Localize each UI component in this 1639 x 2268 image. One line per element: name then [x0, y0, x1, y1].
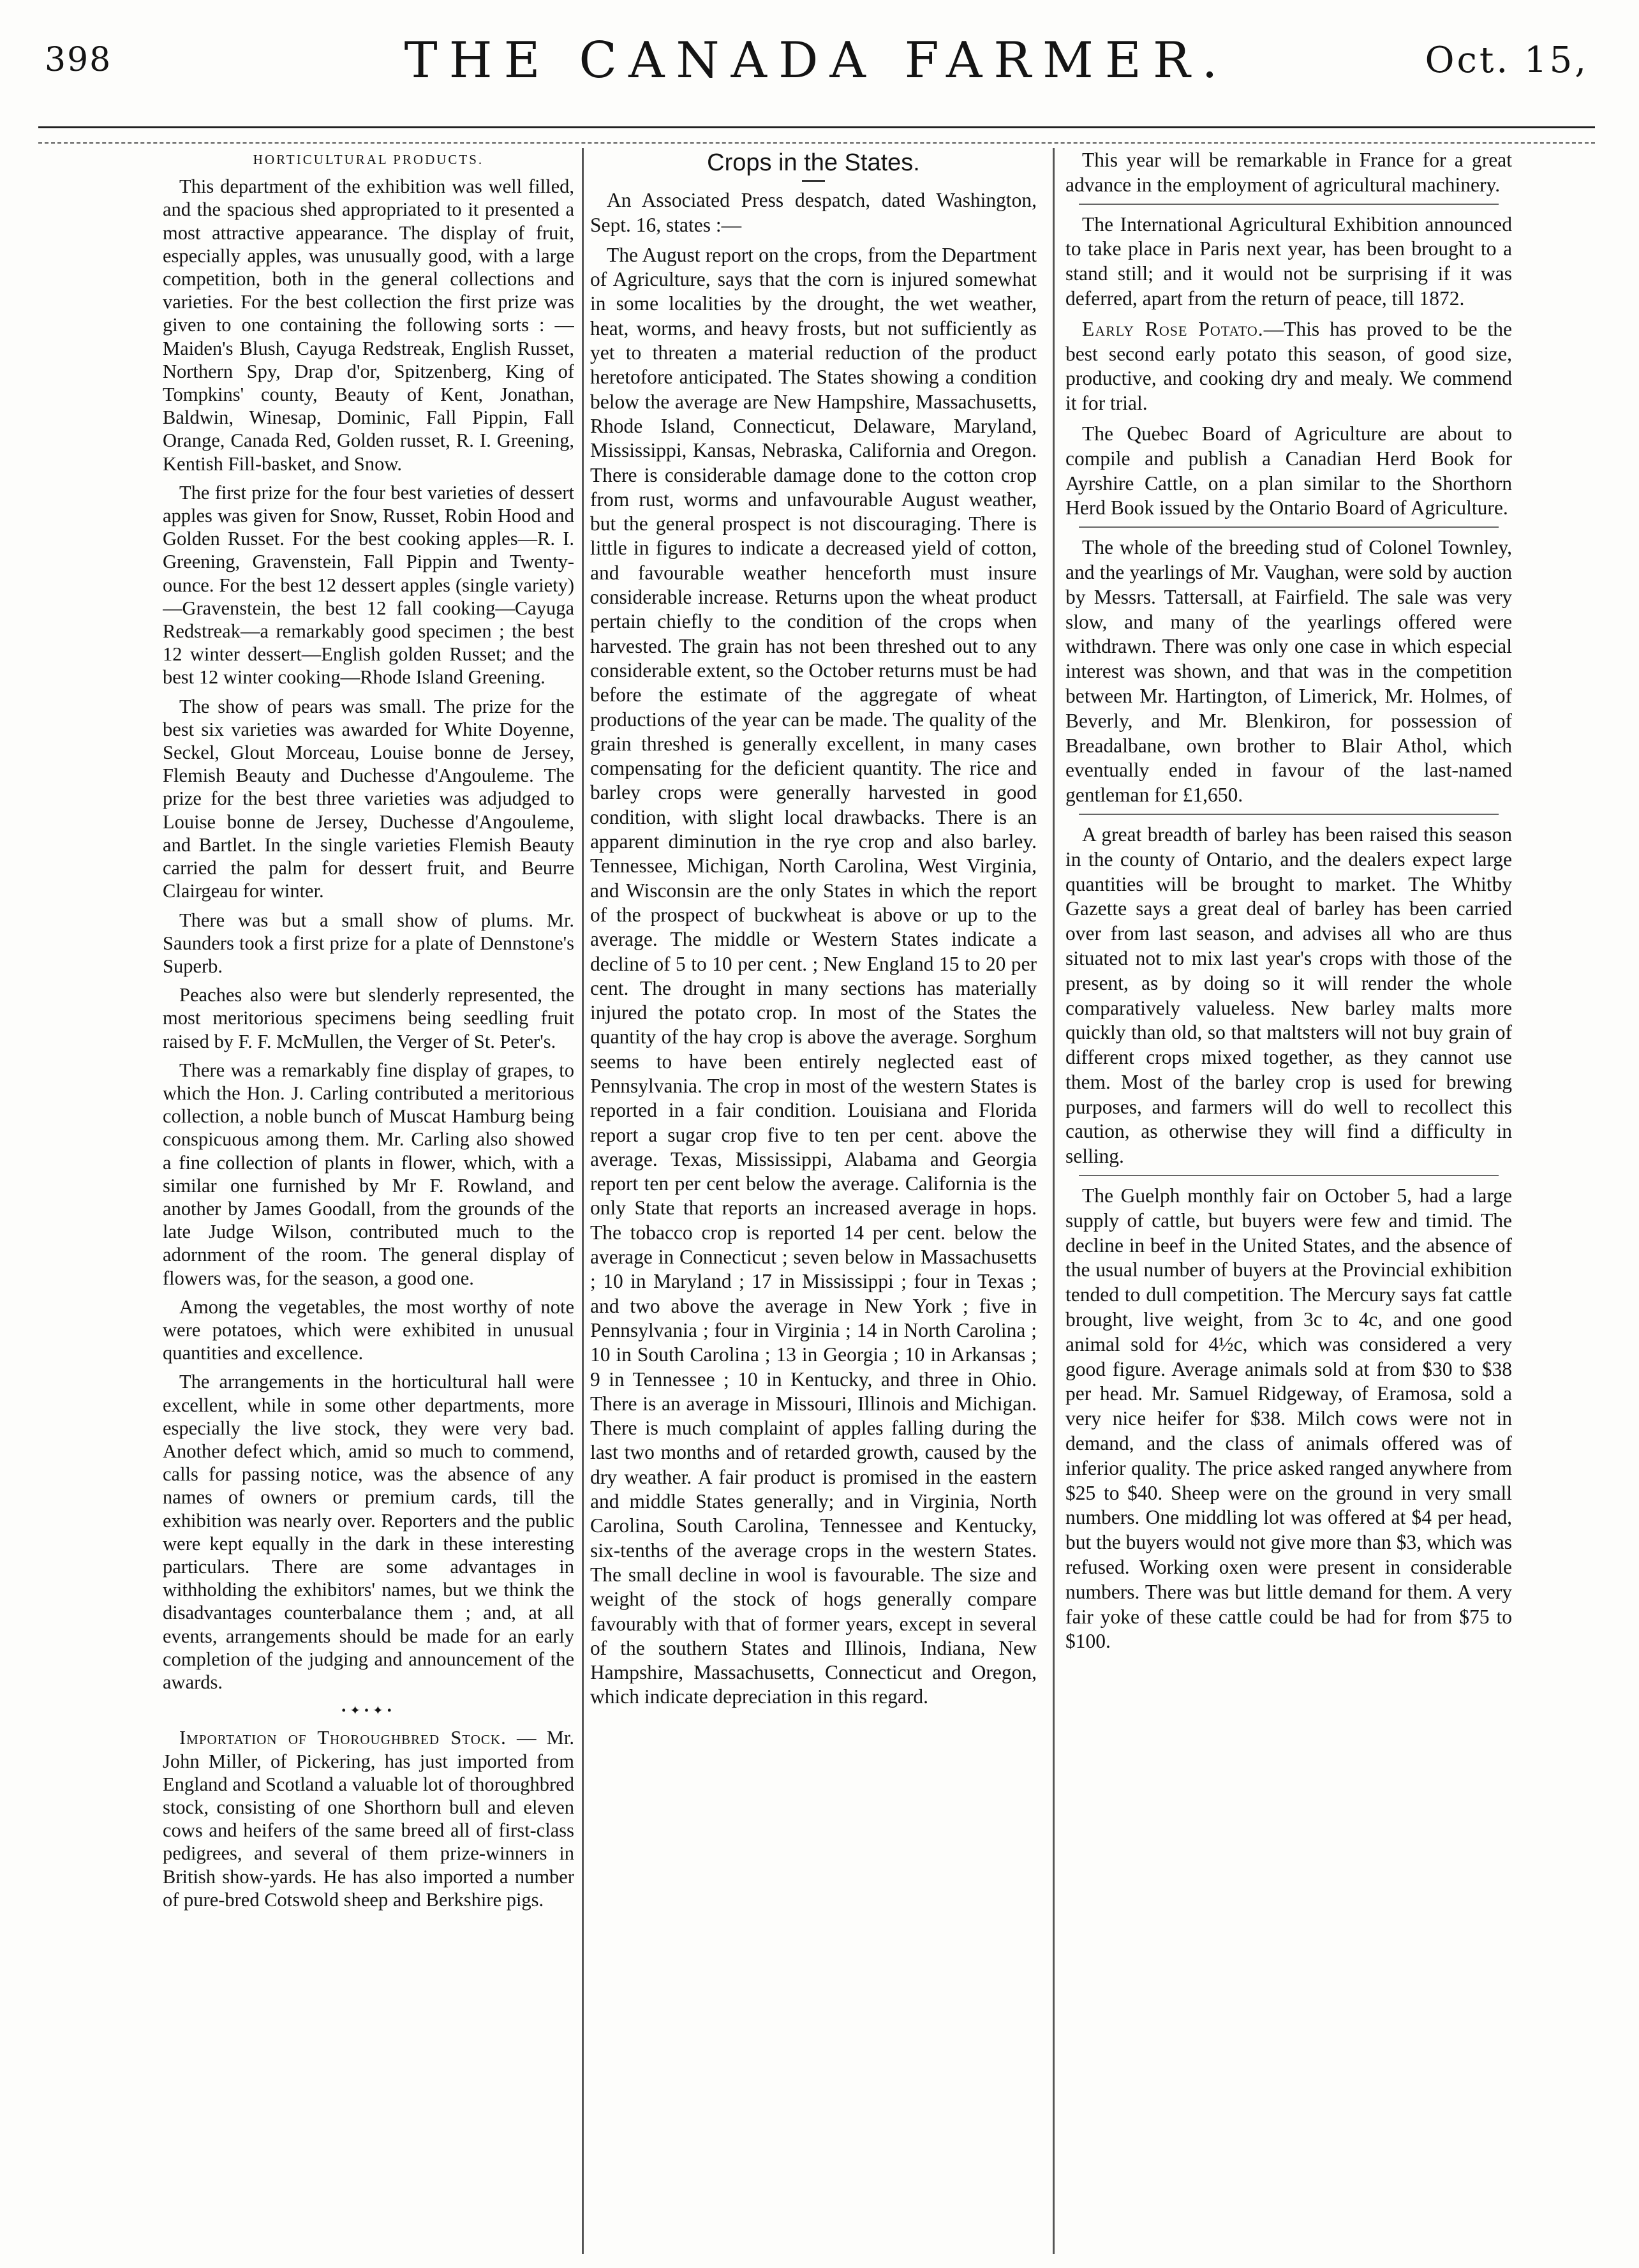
early-rose-text: —This has proved to be the best second early potato this season, of good size, productive, and cooking dry and mealy. We commend it for trial.: [1065, 317, 1512, 415]
news-item: This year will be remarkable in France for a great advance in the employment of agricultural machinery.: [1065, 149, 1512, 196]
news-item: The International Agricultural Exhibition announced to take place in Paris next year, has been brought to a stand still; and it would not be surprising if it was deferred, apart from the return of peace, till 1872.: [1065, 213, 1512, 310]
importation-text: — Mr. John Miller, of Pickering, has just imported from England and Scotland a valuable lot of thoroughbred stock, consisting of one Shorthorn bull and eleven cows and heifers of the same breed all of first-class pedigrees, and several of them prize-winners in British show-yards. He has also imported a number of pure-bred Cotswold sheep and Berkshire pigs.: [163, 1727, 574, 1911]
newspaper-title: THE CANADA FARMER.: [404, 32, 1229, 89]
article-paragraph: The August report on the crops, from the Department of Agriculture, says that the corn is injured somewhat in some localities by the drought, the wet weather, heat, worms, and heavy frosts, but not sufficiently as yet to threaten a material reduction of the product heretofore anticipated. The States showing a condition below the average are New Hampshire, Massachusetts, Rhode Island, Connecticut, Delaware, Maryland, Mississippi, Kansas, Nebraska, California and Oregon. There is considerable damage done to the cotton crop from rust, worms and unfavourable August weather, but the general prospect is not discouraging. There is little in figures to indicate a decreased yield of cotton, and favourable weather henceforth must insure considerable increase. Returns upon the wheat product pertain chiefly to the condition of the crops when harvested. The grain has not been threshed out to any considerable extent, so the October returns must be had before the estimate of the aggregate of wheat productions of the year can be made. The quality of the grain threshed is generally excellent, in many cases compensating for the deficient quantity. The rice and barley crops were generally harvested in good condition, with slight local drawbacks. There is an apparent diminution in the rye crop and also barley. Tennessee, Michigan, North Carolina, West Virginia, and Wisconsin are the only States in which the report of the prospect of buckwheat is above or up to the average. The middle or Western States indicate a decline of 5 to 10 per cent. ; New England 15 to 20 per cent. The drought in many sections has materially injured the potato crop. In most of the States the quantity of the hay crop is above the average. Sorghum seems to have been entirely neglected east of Pennsylvania. The crop in most of the western States is reported in a fair condition. Louisiana and Florida report a sugar crop five to ten per cent. above the average. Texas, Mississippi, Alabama and Georgia report ten per cent below the average. California is the only State that reports an increased average in hops. The tobacco crop is reported 14 per cent. below the average in Connecticut ; seven below in Massachusetts ; 10 in Maryland ; 17 in Mississippi ; four in Texas ; and two above the average in New York ; five in Pennsylvania ; four in Virginia ; 14 in North Carolina ; 10 in South Carolina ; 13 in Georgia ; 10 in Arkansas ; 9 in Tennessee ; 10 in Kentucky, and three in Ohio. There is an average in Missouri, Illinois and Michigan. There is much complaint of apples falling during the last two months and of retarded growth, caused by the dry weather. A fair product is promised in the eastern and middle States generally; and in Virginia, North Carolina, South Carolina, Tennessee and Kentucky, six-tenths of the average crops in the western States. The small decline in wool is favourable. The size and weight of the stock of hogs generally compare favourably with that of former years, except in several of the southern States and Illinois, Indiana, New Hampshire, Massachusetts, Connecticut and Oregon, which indicate depreciation in this regard.: [590, 243, 1037, 1708]
item-divider: [1079, 526, 1499, 528]
news-item: The Quebec Board of Agriculture are about to compile and publish a Canadian Herd Book for Ayrshire Cattle, on a plan similar to the Shorthorn Herd Book issued by the Ontario Board of Agriculture.: [1065, 422, 1512, 519]
article-paragraph: There was a remarkably fine display of grapes, to which the Hon. J. Carling contributed a meritorious collection, a noble bunch of Muscat Hamburg being conspicuous among them. Mr. Carling also showed a fine collection of plants in flower, which, with a similar one furnished by Mr F. Rowland, and another by James Goodall, from the grounds of the late Judge Wilson, contributed much to the adornment of the room. The general display of flowers was, for the season, a good one.: [163, 1059, 574, 1289]
page-number: 398: [45, 41, 112, 79]
article-paragraph: This department of the exhibition was well filled, and the spacious shed appropriated to it presented a most attractive appearance. The display of fruit, especially apples, was unusually good, with a large competition, both in the general collections and varieties. For the best collection the first prize was given to one containing the following sorts : —Maiden's Blush, Cayuga Redstreak, English Russet, Northern Spy, Drap d'or, Spitzenberg, King of Tompkins' county, Beauty of Kent, Jonathan, Baldwin, Winesap, Dominic, Fall Pippin, Fall Orange, Canada Red, Golden russet, R. I. Greening, Kentish Fill-basket, and Snow.: [163, 175, 574, 475]
article-paragraph: An Associated Press despatch, dated Washington, Sept. 16, states :—: [590, 189, 1037, 236]
article-paragraph: Peaches also were but slenderly represented, the most meritorious specimens being seedling fruit raised by F. F. McMullen, the Verger of St. Peter's.: [163, 984, 574, 1052]
news-item: The whole of the breeding stud of Colonel Townley, and the yearlings of Mr. Vaughan, were sold by auction by Messrs. Tattersall, at Fairfield. The sale was very slow, and many of the yearlings offered were withdrawn. There was only one case in which especial interest was shown, and that was in the competition between Mr. Hartington, of Limerick, Mr. Holmes, of Beverly, and Mr. Blenkiron, for possession of Breadalbane, own brother to Blair Athol, which eventually ended in favour of the last-named gentleman for £1,650.: [1065, 536, 1512, 807]
early-rose-lead: Early Rose Potato.: [1082, 317, 1264, 340]
masthead-rule: [38, 126, 1595, 144]
item-divider: [1079, 204, 1499, 205]
article-paragraph: The show of pears was small. The prize for the best six varieties was awarded for White Doyenne, Seckel, Glout Morceau, Louise bonne de Jersey, Flemish Beauty and Duchesse d'Angouleme. The prize for the best three varieties was adjudged to Louise bonne de Jersey, Duchesse d'Angouleme, and Bartlet. In the single varieties Flemish Beauty carried the palm for dessert fruit, and Beurre Clairgeau for winter.: [163, 695, 574, 902]
column-rule: [582, 148, 584, 2254]
importation-paragraph: [163, 1726, 574, 1911]
column-horticultural-products: [163, 148, 574, 2254]
article-paragraph: Among the vegetables, the most worthy of note were potatoes, which were exhibited in unusual quantities and excellence.: [163, 1295, 574, 1364]
item-divider: [1079, 814, 1499, 815]
article-title-crops: Crops in the States.: [707, 149, 920, 176]
early-rose-item: [1065, 317, 1512, 416]
issue-date: Oct. 15,: [1425, 40, 1589, 81]
section-heading-horticultural: HORTICULTURAL PRODUCTS.: [253, 152, 484, 167]
article-paragraph: The arrangements in the horticultural hall were excellent, while in some other departments, more especially the live stock, they were very bad. Another defect which, amid so much to commend, calls for passing notice, was the absence of any names of owners or premium cards, till the exhibition was nearly over. Reporters and the public were kept equally in the dark in these interesting particulars. There are some advantages in withholding the exhibitors' names, but we think the disadvantages counterbalance them ; and, at all events, arrangements should be made for an early completion of the judging and announcement of the awards.: [163, 1371, 574, 1693]
masthead: [38, 27, 1595, 97]
item-divider: [1079, 1175, 1499, 1176]
article-paragraph: There was but a small show of plums. Mr. Saunders took a first prize for a plate of Dennstone's Superb.: [163, 909, 574, 977]
importation-lead: Importation of Thoroughbred Stock.: [179, 1727, 507, 1749]
news-item: The Guelph monthly fair on October 5, had a large supply of cattle, but buyers were few and timid. The decline in beef in the United States, and the absence of the usual number of buyers at the Provincial exhibition tended to dull competition. The Mercury says fat cattle brought, live weight, from 3c to 4c, and one good animal sold for 4½c, which was considered a very good figure. Average animals sold at from $30 to $38 per head. Mr. Samuel Ridgeway, of Eramosa, sold a very nice heifer for $38. Milch cows were not in demand, and the class of animals offered was of inferior quality. The price asked ranged anywhere from $25 to $40. Sheep were on the ground in very small numbers. One middling lot was offered at $4 per head, but the buyers would not give more than $3, which was refused. Working oxen were present in considerable numbers. There was but little demand for them. A very fair yoke of these cattle could be had for from $75 to $100.: [1065, 1184, 1512, 1653]
column-rule: [1053, 148, 1055, 2254]
column-notes: [1065, 148, 1512, 2254]
ornament-divider: •✦•✦•: [341, 1704, 396, 1719]
news-item: A great breadth of barley has been raised this season in the county of Ontario, and the dealers expect large quantities will be brought to market. The Whitby Gazette says a great deal of barley has been carried over from last season, and advises all who are thus situated not to mix last year's crops with those of the present, as by doing so it will render the whole comparatively valueless. New barley malts more quickly than old, so that maltsters will not buy grain of different crops mixed together, as they cannot use them. Most of the barley crop is used for brewing purposes, and farmers will do well to recollect this caution, as otherwise they will find a difficulty in selling.: [1065, 823, 1512, 1168]
title-dash: [802, 180, 825, 182]
article-paragraph: The first prize for the four best varieties of dessert apples was given for Snow, Russet, Robin Hood and Golden Russet. For the best cooking apples—R. I. Greening, Gravenstein, Fall Pippin and Twenty-ounce. For the best 12 dessert apples (single variety)—Gravenstein, the best 12 fall cooking—Cayuga Redstreak—a remarkably good specimen ; the best 12 winter dessert—English golden Russet; and the best 12 winter cooking—Rhode Island Greening.: [163, 481, 574, 689]
column-crops-in-the-states: [590, 148, 1037, 2254]
